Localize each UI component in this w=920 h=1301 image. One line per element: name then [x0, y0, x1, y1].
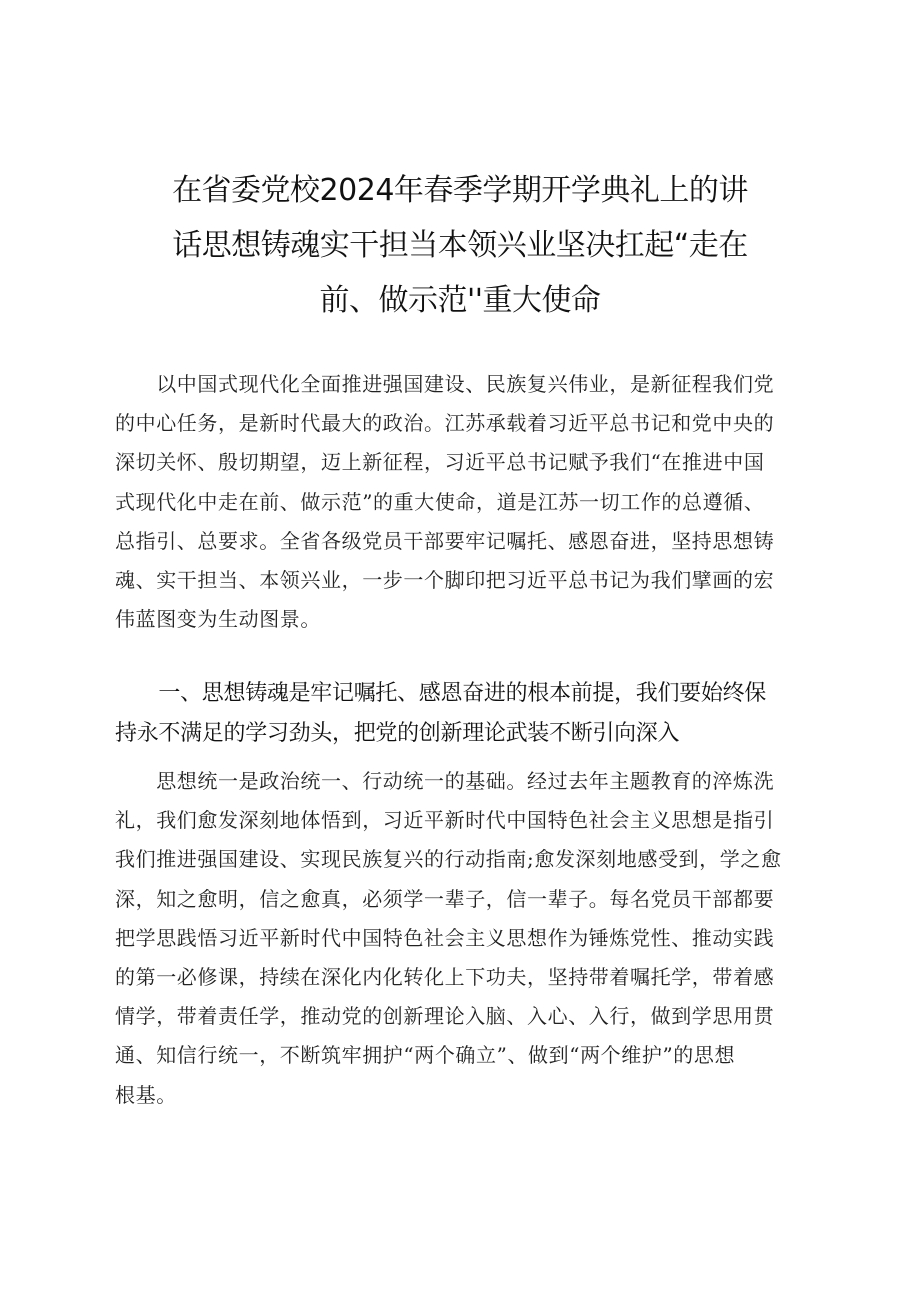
paragraph-line: 式现代化中走在前、做示范”的重大使命，道是江苏一切工作的总遵循、: [115, 489, 765, 514]
paragraph-line: 以中国式现代化全面推进强国建设、民族复兴伟业，是新征程我们党: [115, 372, 775, 396]
paragraph-line: 通、知信行统一，不断筑牢拥护“两个确立”、做到“两个维护”的思想: [115, 1043, 736, 1068]
paragraph-line: 深，知之愈明，信之愈真，必须学一辈子，信一辈子。每名党员干部都要: [115, 886, 775, 911]
paragraph-line: 伟蓝图变为生动图景。: [115, 607, 321, 632]
heading-line: 持永不满足的学习劲头，把党的创新理论武装不断引向深入: [115, 721, 680, 746]
paragraph-line: 深切关怀、殷切期望，迈上新征程，习近平总书记赋予我们“在推进中国: [115, 450, 765, 475]
section-1-heading: [115, 674, 820, 754]
paragraph-line: 魂、实干担当、本领兴业，一步一个脚印把习近平总书记为我们擘画的宏: [115, 568, 775, 593]
paragraph-line: 的第一必修课，持续在深化内化转化上下功夫，坚持带着嘱托学，带着感: [115, 965, 775, 990]
paragraph-line: 情学，带着责任学，推动党的创新理论入脑、入心、入行，做到学思用贯: [115, 1004, 775, 1029]
paragraph-line: 把学思践悟习近平新时代中国特色社会主义思想作为锤炼党性、推动实践: [115, 925, 775, 950]
paragraph-line: 思想统一是政治统一、行动统一的基础。经过去年主题教育的淬炼洗: [115, 769, 775, 793]
intro-paragraph: [115, 365, 815, 639]
title-line: 在省委党校2024年春季学期开学典礼上的讲: [172, 173, 748, 208]
title-line: 话思想铸魂实干担当本领兴业坚决扛起“走在: [172, 228, 748, 263]
paragraph-line: 根基。: [115, 1082, 177, 1107]
paragraph-line: 礼，我们愈发深刻地体悟到，习近平新时代中国特色社会主义思想是指引: [115, 808, 775, 833]
heading-line: 一、思想铸魂是牢记嘱托、感恩奋进的根本前提，我们要始终保: [115, 681, 767, 706]
paragraph-line: 的中心任务，是新时代最大的政治。江苏承载着习近平总书记和党中央的: [115, 411, 775, 436]
document-title: [110, 163, 810, 328]
title-line: 前、做示范''重大使命: [319, 283, 601, 318]
paragraph-line: 总指引、总要求。全省各级党员干部要牢记嘱托、感恩奋进，坚持思想铸: [115, 528, 775, 553]
paragraph-line: 我们推进强国建设、实现民族复兴的行动指南;愈发深刻地感受到，学之愈: [115, 847, 782, 872]
section-1-paragraph: [115, 762, 815, 1115]
